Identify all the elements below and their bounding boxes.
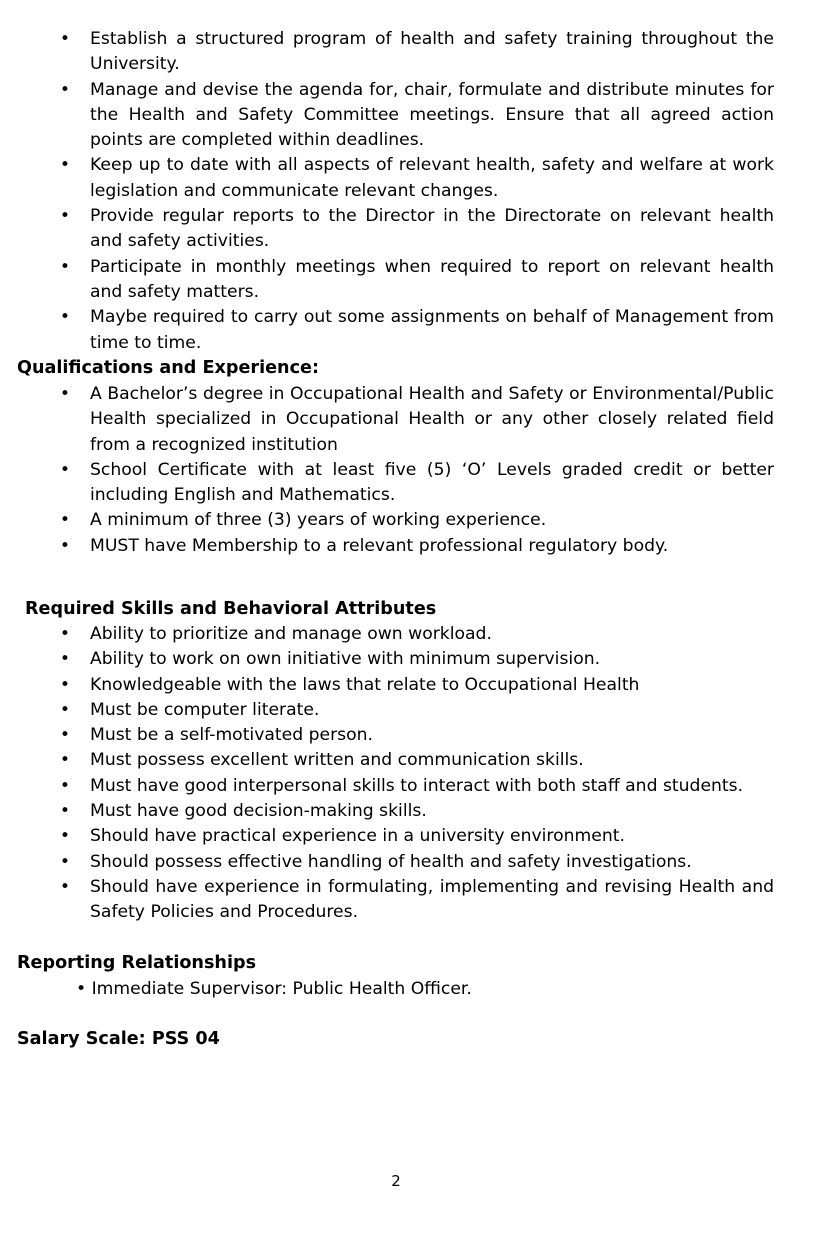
bullet-icon: • — [59, 29, 71, 49]
list-item-text: Participate in monthly meetings when required to report on relevant health and safety matters. — [90, 256, 774, 302]
list-item — [0, 305, 826, 356]
list-item-text: Should have practical experience in a university environment. — [90, 826, 625, 847]
list-item-text: Ability to prioritize and manage own workload. — [90, 624, 492, 644]
bullet-icon: • — [59, 801, 71, 822]
duties-list — [0, 27, 826, 356]
list-item-text: Must be computer literate. — [90, 699, 320, 720]
list-item-text: Provide regular reports to the Director in the Directorate on relevant health and safety activities. — [90, 206, 774, 252]
list-item — [0, 153, 826, 204]
list-item-text: Must be a self-motivated person. — [90, 725, 373, 746]
qualifications-list — [0, 382, 826, 559]
list-item — [0, 508, 826, 533]
list-item-text: A minimum of three (3) years of working experience. — [90, 510, 547, 531]
salary-heading: Salary Scale: PSS 04 — [17, 1029, 220, 1049]
bullet-icon: • — [59, 459, 71, 480]
list-item-text: Establish a structured program of health and safety training throughout the University. — [90, 29, 774, 75]
list-item-text: Must have good decision-making skills. — [90, 801, 427, 822]
list-item-text: Maybe required to carry out some assignments on behalf of Management from time to time. — [90, 307, 774, 353]
bullet-icon: • — [59, 699, 71, 720]
bullet-icon: • — [59, 535, 71, 556]
list-item — [0, 774, 826, 799]
bullet-icon: • — [59, 851, 71, 872]
bullet-icon: • — [59, 206, 71, 227]
bullet-icon: • — [59, 775, 71, 796]
list-item — [0, 204, 826, 255]
bullet-icon: • — [59, 155, 71, 176]
bullet-icon: • — [59, 826, 71, 847]
list-item-text: MUST have Membership to a relevant professional regulatory body. — [90, 535, 669, 556]
list-item — [0, 27, 826, 78]
list-item-text: Keep up to date with all aspects of relevant health, safety and welfare at work legislation and communicate relevant changes. — [90, 155, 774, 201]
list-item-text: Should have experience in formulating, implementing and revising Health and Safety Policies and Procedures. — [90, 876, 774, 923]
skills-list — [0, 622, 826, 926]
qualifications-heading: Qualifications and Experience: — [17, 358, 319, 378]
list-item — [0, 698, 826, 723]
list-item — [0, 622, 826, 647]
list-item — [0, 534, 826, 559]
bullet-icon: • — [59, 624, 71, 644]
page-number: 2 — [391, 1172, 401, 1190]
supervisor-line: • Immediate Supervisor: Public Health Officer. — [76, 979, 472, 999]
bullet-icon: • — [59, 307, 71, 328]
list-item-text: Must have good interpersonal skills to interact with both staff and students. — [90, 775, 744, 796]
list-item-text: A Bachelor’s degree in Occupational Health and Safety or Environmental/Public Health specialized in Occupational Health or any other closely related field from a recognized institution — [90, 384, 774, 455]
bullet-icon: • — [59, 256, 71, 277]
list-item — [0, 875, 826, 926]
bullet-icon: • — [59, 649, 71, 670]
list-item — [0, 824, 826, 849]
bullet-icon: • — [59, 876, 71, 897]
list-item — [0, 748, 826, 773]
list-item — [0, 647, 826, 672]
list-item — [0, 458, 826, 509]
bullet-icon: • — [59, 750, 71, 771]
skills-heading: Required Skills and Behavioral Attributes — [25, 599, 437, 619]
bullet-icon: • — [59, 384, 71, 404]
list-item-text: School Certificate with at least five (5) ‘O’ Levels graded credit or better including English and Mathematics. — [90, 459, 774, 506]
list-item — [0, 255, 826, 306]
list-item — [0, 78, 826, 154]
list-item-text: Knowledgeable with the laws that relate to Occupational Health — [90, 674, 640, 695]
list-item-text: Manage and devise the agenda for, chair, formulate and distribute minutes for the Health and Safety Committee meetings. Ensure that all agreed action points are completed within deadlines. — [90, 79, 774, 151]
list-item — [0, 723, 826, 748]
list-item — [0, 382, 826, 458]
bullet-icon: • — [59, 510, 71, 531]
list-item — [0, 799, 826, 824]
list-item — [0, 850, 826, 875]
bullet-icon: • — [59, 79, 71, 100]
list-item-text: Ability to work on own initiative with minimum supervision. — [90, 649, 601, 670]
bullet-icon: • — [59, 725, 71, 746]
list-item-text: Must possess excellent written and communication skills. — [90, 750, 584, 771]
bullet-icon: • — [59, 674, 71, 695]
reporting-heading: Reporting Relationships — [17, 953, 257, 973]
list-item — [0, 673, 826, 698]
list-item-text: Should possess effective handling of health and safety investigations. — [90, 851, 692, 872]
